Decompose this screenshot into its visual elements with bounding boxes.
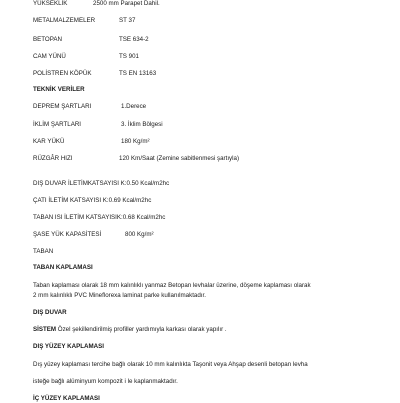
paragraph-dis-yuzey-line1: Dış yüzey kaplaması tercihe bağlı olarak 10 mm kalınlıkta Taşonit veya Ahşap desenli betopan levha xyxy=(33,361,308,368)
section-heading-dis-duvar: DIŞ DUVAR xyxy=(33,309,67,316)
spec-value-polistren: TS EN 13163 xyxy=(119,70,157,77)
spec-label-cam-yunu: CAM YÜNÜ xyxy=(33,53,66,60)
spec-value-metal: ST 37 xyxy=(119,17,136,24)
tech-value-deprem: 1.Derece xyxy=(121,103,147,110)
spec-value-cam-yunu: TS 901 xyxy=(119,53,139,60)
system-text: Özel şekillendirilmiş profiller yardımıyla karkası olarak yapılır . xyxy=(56,326,227,333)
spec-label-yukseklik: YÜKSEKLİK xyxy=(33,0,68,7)
tech-label-kar: KAR YÜKÜ xyxy=(33,138,65,145)
spec-label-betopan: BETOPAN xyxy=(33,36,62,43)
technical-heading: TEKNİK VERİLER xyxy=(33,86,85,93)
spec-label-metal: METALMALZEMELER xyxy=(33,17,96,24)
tech-label-deprem: DEPREM ŞARTLARI xyxy=(33,103,92,110)
tech-value-iklim: 3. İklim Bölgesi xyxy=(121,121,163,128)
paragraph-dis-duvar xyxy=(33,326,227,334)
section-heading-taban-kaplamasi: TABAN KAPLAMASI xyxy=(33,264,93,271)
paragraph-taban-line1: Taban kaplaması olarak 18 mm kalınlıklı yanmaz Betopan levhalar üzerine, döşeme kaplaması olarak xyxy=(33,282,311,289)
spec-label-polistren: POLİSTREN KÖPÜK xyxy=(33,70,92,77)
paragraph-taban-line2: 2 mm kalınlıklı PVC Mineflorexa laminat parke kullanılmaktadır. xyxy=(33,292,206,299)
taban-label: TABAN xyxy=(33,248,54,255)
load-label: ŞASE YÜK KAPASİTESİ xyxy=(33,231,102,238)
tech-label-ruzgar: RÜZGÂR HIZI xyxy=(33,155,73,162)
conductivity-wall: DIŞ DUVAR İLETİMKATSAYISI K:0.50 Kcal/m2hc xyxy=(33,180,170,187)
system-lead: SİSTEM xyxy=(33,326,57,333)
tech-value-kar: 180 Kg/m² xyxy=(121,138,150,145)
section-heading-dis-yuzey: DIŞ YÜZEY KAPLAMASI xyxy=(33,343,104,350)
section-heading-ic-yuzey: İÇ YÜZEY KAPLAMASI xyxy=(33,395,100,402)
tech-label-iklim: İKLİM ŞARTLARI xyxy=(33,121,82,128)
conductivity-floor: TABAN ISI İLETİM KATSAYISIK:0.68 Kcal/m2hc xyxy=(33,214,166,221)
tech-value-ruzgar: 120 Km/Saat (Zemine sabitlenmesi şartıyla) xyxy=(119,155,240,162)
load-value: 800 Kg/m² xyxy=(125,231,154,238)
spec-value-betopan: TSE 634-2 xyxy=(119,36,149,43)
conductivity-roof: ÇATI İLETİM KATSAYISI K:0.69 Kcal/m2hc xyxy=(33,197,152,204)
spec-value-yukseklik: 2500 mm Parapet Dahil. xyxy=(93,0,160,7)
paragraph-dis-yuzey-line2: isteğe bağlı alüminyum kompozit i le kaplanmaktadır. xyxy=(33,378,178,385)
